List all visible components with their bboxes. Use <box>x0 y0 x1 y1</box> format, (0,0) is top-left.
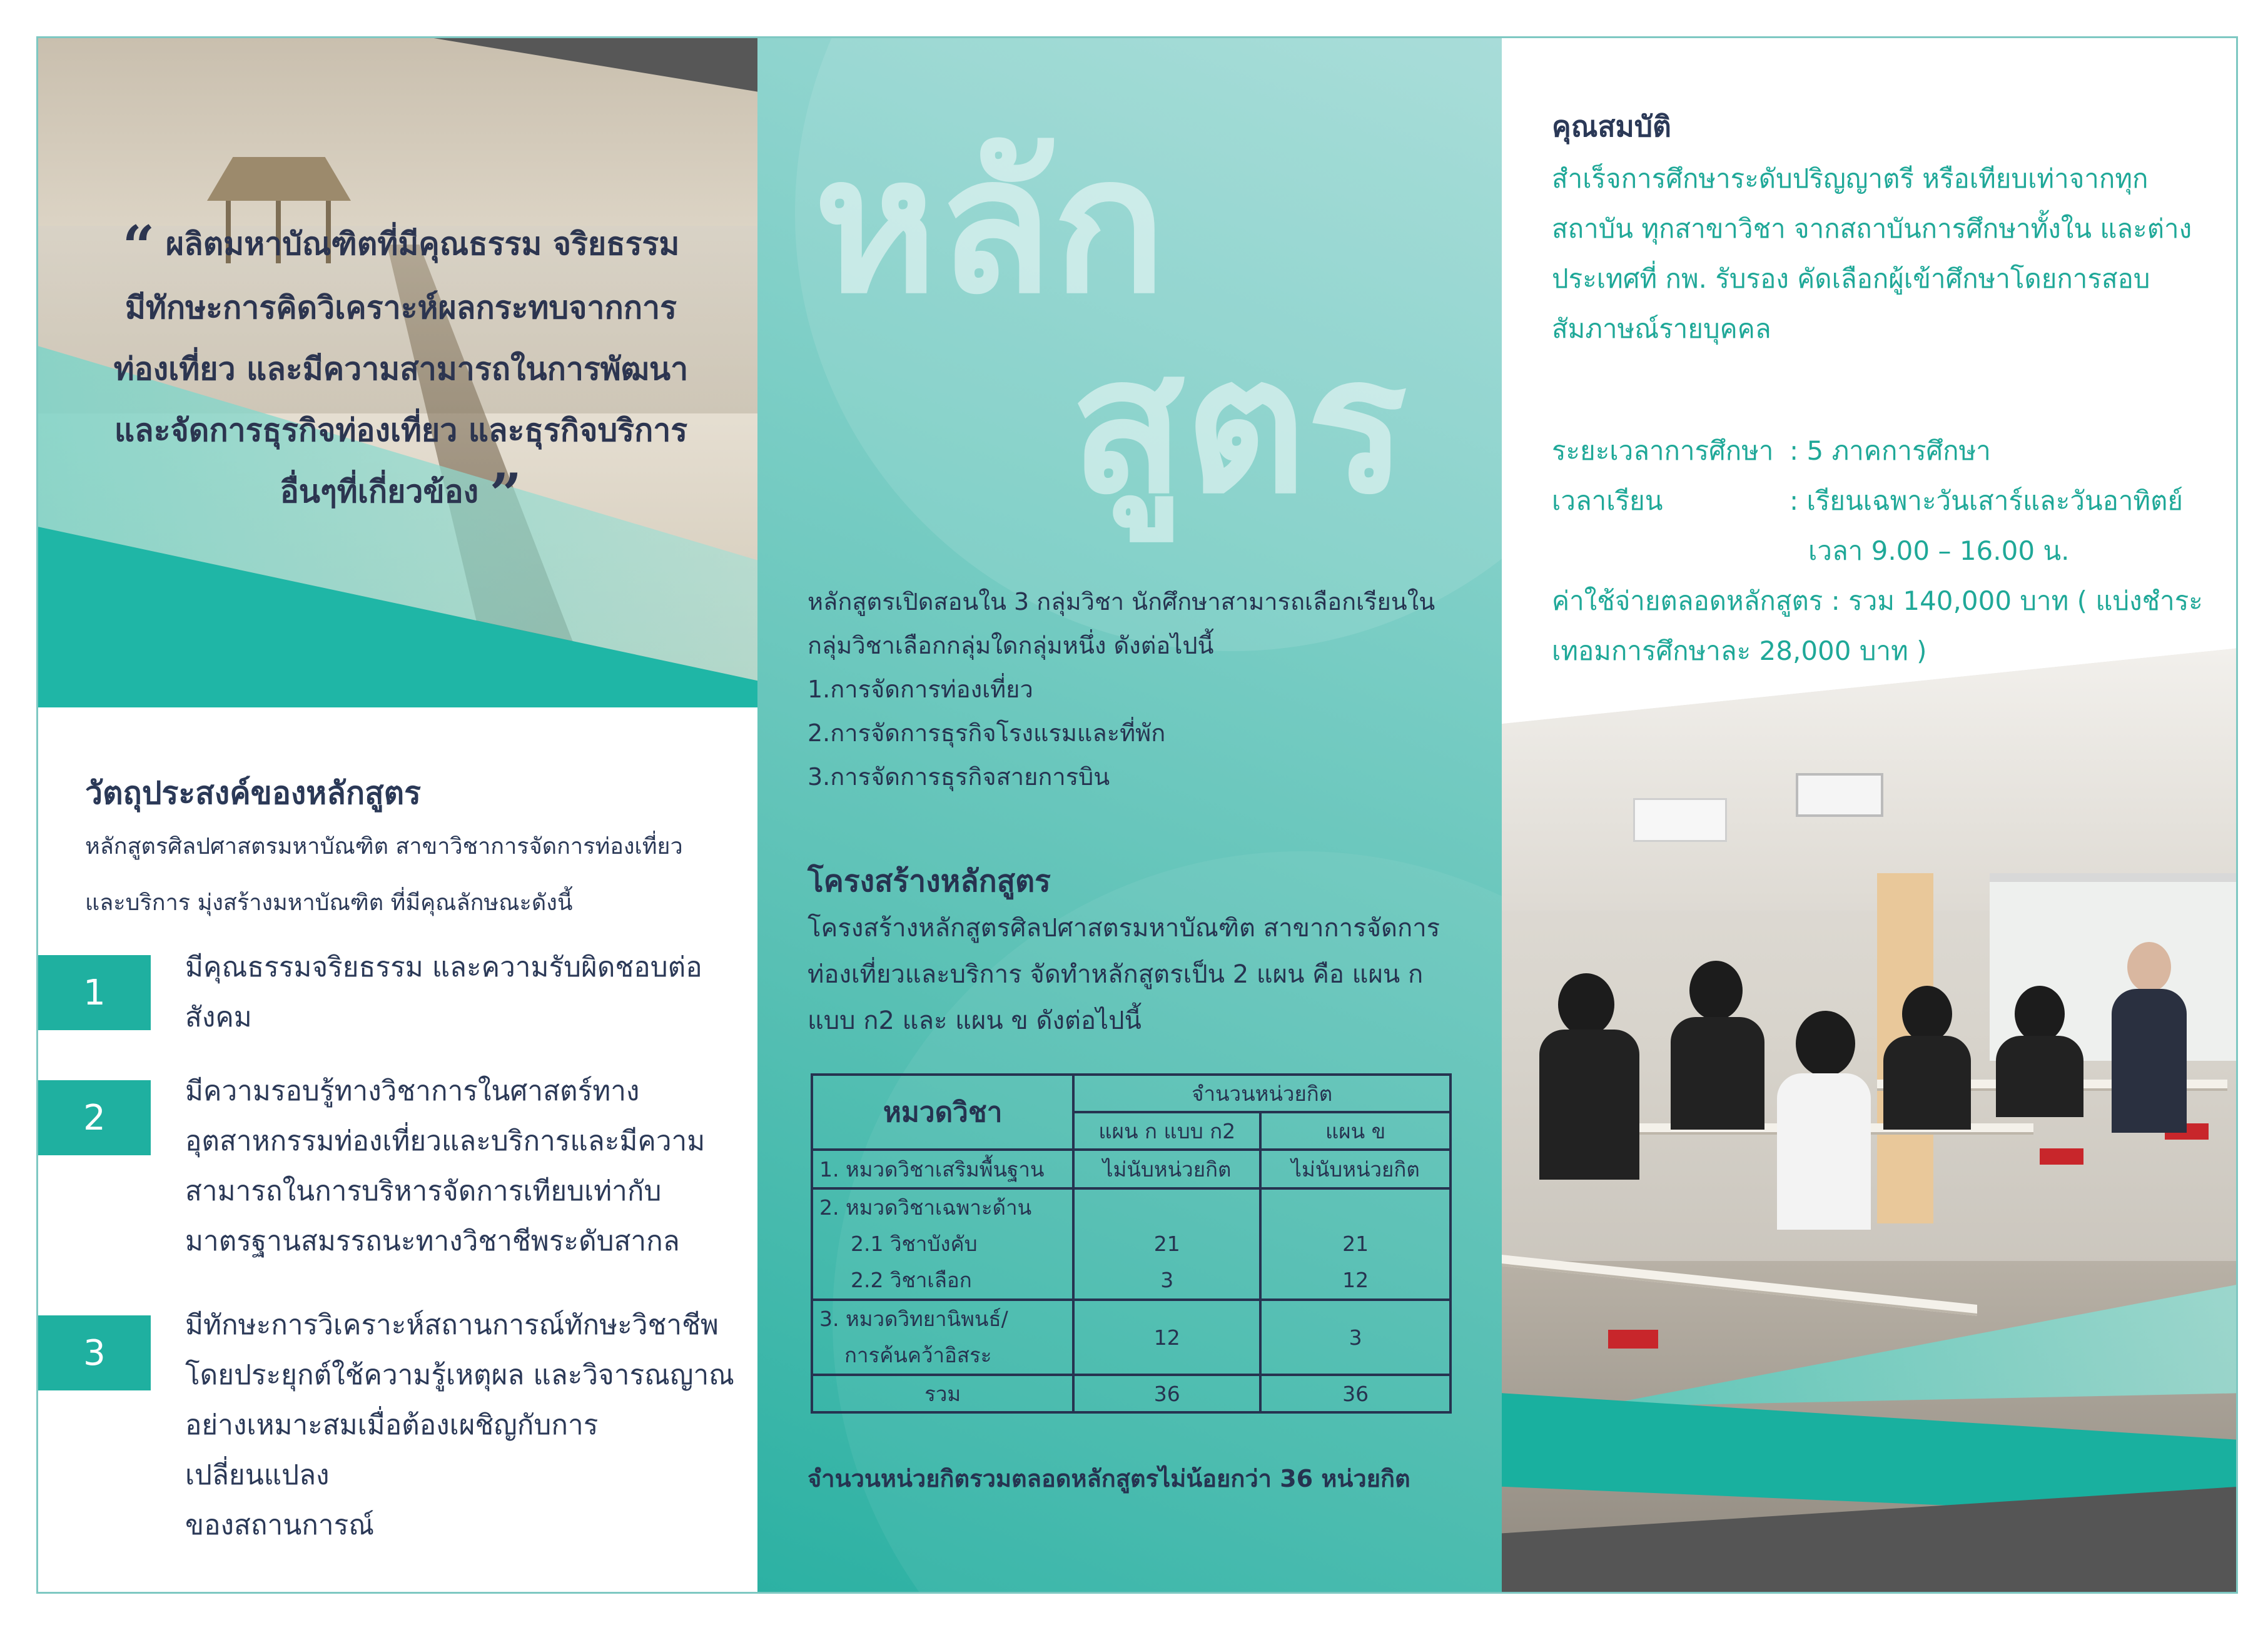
header-credits: จำนวนหน่วยกิต <box>1073 1075 1450 1112</box>
total-label: รวม <box>812 1375 1073 1412</box>
table-row <box>812 1300 1450 1375</box>
panel-objectives <box>38 38 757 1594</box>
objective-line: มีคุณธรรมจริยธรรม และความรับผิดชอบต่อ <box>185 951 702 983</box>
qualification-line: ประเทศที่ กพ. รับรอง คัดเลือกผู้เข้าศึกษาโดยการสอบ <box>1552 263 2150 294</box>
panel-qualifications <box>1502 38 2238 1594</box>
quote-line: ผลิตมหาบัณฑิตที่มีคุณธรรม จริยธรรม <box>165 226 680 262</box>
student-body <box>1777 1073 1871 1230</box>
time-value: : เรียนเฉพาะวันเสาร์และวันอาทิตย์ <box>1790 485 2183 516</box>
lecturer-head <box>2127 942 2171 992</box>
cell-plan-b: 21 <box>1342 1232 1369 1256</box>
objectives-title: วัตถุประสงค์ของหลักสูตร <box>85 775 421 811</box>
projector-illustration <box>1796 773 1883 817</box>
curriculum-big-title-line1: หลัก <box>814 116 1167 335</box>
table-row <box>812 1188 1450 1300</box>
structure-line: แบบ ก2 และ แผน ข ดังต่อไปนี้ <box>807 1006 1142 1035</box>
close-quote-mark: ” <box>489 461 522 527</box>
curriculum-intro <box>807 580 1483 799</box>
study-hours: เวลา 9.00 – 16.00 น. <box>1808 535 2070 566</box>
structure-title: โครงสร้างหลักสูตร <box>807 864 1051 899</box>
duration-label: ระยะเวลาการศึกษา <box>1552 435 1774 466</box>
intro-line: หลักสูตรศิลปศาสตรมหาบัณฑิต สาขาวิชาการจัดการท่องเที่ยว <box>85 834 683 859</box>
student-head <box>1796 1011 1855 1076</box>
cell-plan-b: 3 <box>1260 1300 1450 1375</box>
total-plan-a: 36 <box>1073 1375 1260 1412</box>
objective-number-badge: 1 <box>38 955 151 1030</box>
student-body <box>1539 1030 1639 1180</box>
objective-line: มีความรอบรู้ทางวิชาการในศาสตร์ทาง <box>185 1075 640 1107</box>
student-body <box>1883 1036 1971 1130</box>
curriculum-big-title-line2: สูตร <box>1070 316 1408 535</box>
objective-line: โดยประยุกต์ใช้ความรู้เหตุผล และวิจารณญาณ <box>185 1359 734 1391</box>
quote-line: อื่นๆที่เกี่ยวข้อง <box>280 473 479 510</box>
study-time <box>1552 476 2183 526</box>
objectives-intro <box>85 819 736 931</box>
credit-structure-table <box>811 1073 1452 1414</box>
row-label: การค้นคว้าอิสระ <box>844 1343 992 1367</box>
duration-value: : 5 ภาคการศึกษา <box>1790 435 1991 466</box>
cell-plan-a: 3 <box>1160 1268 1174 1292</box>
cell-plan-b: 12 <box>1342 1268 1369 1292</box>
row-sublabel: 2.2 วิชาเลือก <box>851 1268 972 1292</box>
student-body <box>1996 1036 2083 1117</box>
row-sublabel: 2.1 วิชาบังคับ <box>851 1232 978 1256</box>
objective-line: อย่างเหมาะสมเมื่อต้องเผชิญกับการเปลี่ยนแปลง <box>185 1409 599 1491</box>
table-row <box>812 1150 1450 1188</box>
row-label: 3. หมวดวิทยานิพนธ์/ <box>819 1307 1008 1331</box>
objective-item <box>185 943 736 1043</box>
intro-line: และบริการ มุ่งสร้างมหาบัณฑิต ที่มีคุณลักษณะดังนี้ <box>85 890 573 916</box>
chair <box>1608 1330 1658 1349</box>
structure-description <box>807 905 1483 1044</box>
qualification-line: สัมภาษณ์รายบุคคล <box>1552 313 1771 344</box>
row-label: 2. หมวดวิชาเฉพาะด้าน <box>819 1195 1032 1220</box>
objective-line: อุตสาหกรรมท่องเที่ยวและบริการและมีความ <box>185 1125 706 1157</box>
track-item: 2.การจัดการธุรกิจโรงแรมและที่พัก <box>807 719 1166 747</box>
qualification-line: สำเร็จการศึกษาระดับปริญญาตรี หรือเทียบเท่าจากทุก <box>1552 163 2149 194</box>
intro-line: หลักสูตรเปิดสอนใน 3 กลุ่มวิชา นักศึกษาสามารถเลือกเรียนใน <box>807 588 1435 615</box>
mission-quote <box>76 213 726 525</box>
cell-plan-a: 12 <box>1073 1300 1260 1375</box>
cell-plan-a: ไม่นับหน่วยกิต <box>1073 1150 1260 1188</box>
cell-plan-b: ไม่นับหน่วยกิต <box>1260 1150 1450 1188</box>
track-item: 1.การจัดการท่องเที่ยว <box>807 676 1033 703</box>
structure-line: โครงสร้างหลักสูตรศิลปศาสตรมหาบัณฑิต สาขาการจัดการ <box>807 914 1440 943</box>
header-category: หมวดวิชา <box>812 1075 1073 1150</box>
objective-line: สังคม <box>185 1001 252 1033</box>
track-item: 3.การจัดการธุรกิจสายการบิน <box>807 763 1110 791</box>
header-plan-b: แผน ข <box>1260 1112 1450 1150</box>
intro-line: กลุ่มวิชาเลือกกลุ่มใดกลุ่มหนึ่ง ดังต่อไปนี้ <box>807 632 1214 659</box>
header-plan-a: แผน ก แบบ ก2 <box>1073 1112 1260 1150</box>
objective-line: มาตรฐานสมรรถนะทางวิชาชีพระดับสากล <box>185 1225 680 1257</box>
brochure-sheet <box>36 36 2238 1594</box>
quote-line: ท่องเที่ยว และมีความสามารถในการพัฒนา <box>113 351 689 387</box>
student-head <box>1558 973 1614 1036</box>
qualification-line: สถาบัน ทุกสาขาวิชา จากสถาบันการศึกษาทั้งใน และต่าง <box>1552 213 2192 244</box>
objective-item <box>185 1066 736 1267</box>
quote-line: และจัดการธุรกิจท่องเที่ยว และธุรกิจบริการ <box>114 412 688 448</box>
structure-line: ท่องเที่ยวและบริการ จัดทำหลักสูตรเป็น 2 แผน คือ แผน ก <box>807 960 1424 989</box>
objective-line: สามารถในการบริหารจัดการเทียบเท่ากับ <box>185 1175 662 1207</box>
chair <box>2040 1148 2083 1165</box>
row-label: 1. หมวดวิชาเสริมพื้นฐาน <box>812 1150 1073 1188</box>
open-quote-mark: “ <box>122 213 155 280</box>
panel-curriculum <box>757 38 1502 1594</box>
student-head <box>1902 986 1952 1042</box>
objective-number-badge: 3 <box>38 1315 151 1390</box>
qualifications-title: คุณสมบัติ <box>1552 109 1671 143</box>
qualifications-text <box>1552 154 2227 354</box>
lecturer-body <box>2112 989 2187 1133</box>
quote-line: มีทักษะการคิดวิเคราะห์ผลกระทบจากการ <box>125 290 677 326</box>
table-total-row <box>812 1375 1450 1412</box>
study-duration <box>1552 426 1991 476</box>
hero-photo-pier <box>38 38 757 707</box>
objective-number-badge: 2 <box>38 1080 151 1155</box>
objective-line: มีทักษะการวิเคราะห์สถานการณ์ทักษะวิชาชีพ <box>185 1309 719 1341</box>
total-credits-note: จำนวนหน่วยกิตรวมตลอดหลักสูตรไม่น้อยกว่า 36 หน่วยกิต <box>807 1465 1410 1492</box>
objective-item <box>185 1300 736 1551</box>
student-head <box>1689 961 1743 1020</box>
total-plan-b: 36 <box>1260 1375 1450 1412</box>
air-conditioner-illustration <box>1633 798 1727 842</box>
student-head <box>2015 986 2065 1042</box>
student-body <box>1671 1017 1764 1130</box>
time-label: เวลาเรียน <box>1552 485 1663 516</box>
tuition-cost-detail: เทอมการศึกษาละ 28,000 บาท ) <box>1552 635 1927 666</box>
tuition-cost: ค่าใช้จ่ายตลอดหลักสูตร : รวม 140,000 บาท ( แบ่งชำระ <box>1552 585 2203 616</box>
objective-line: ของสถานการณ์ <box>185 1509 375 1541</box>
cell-plan-a: 21 <box>1153 1232 1180 1256</box>
